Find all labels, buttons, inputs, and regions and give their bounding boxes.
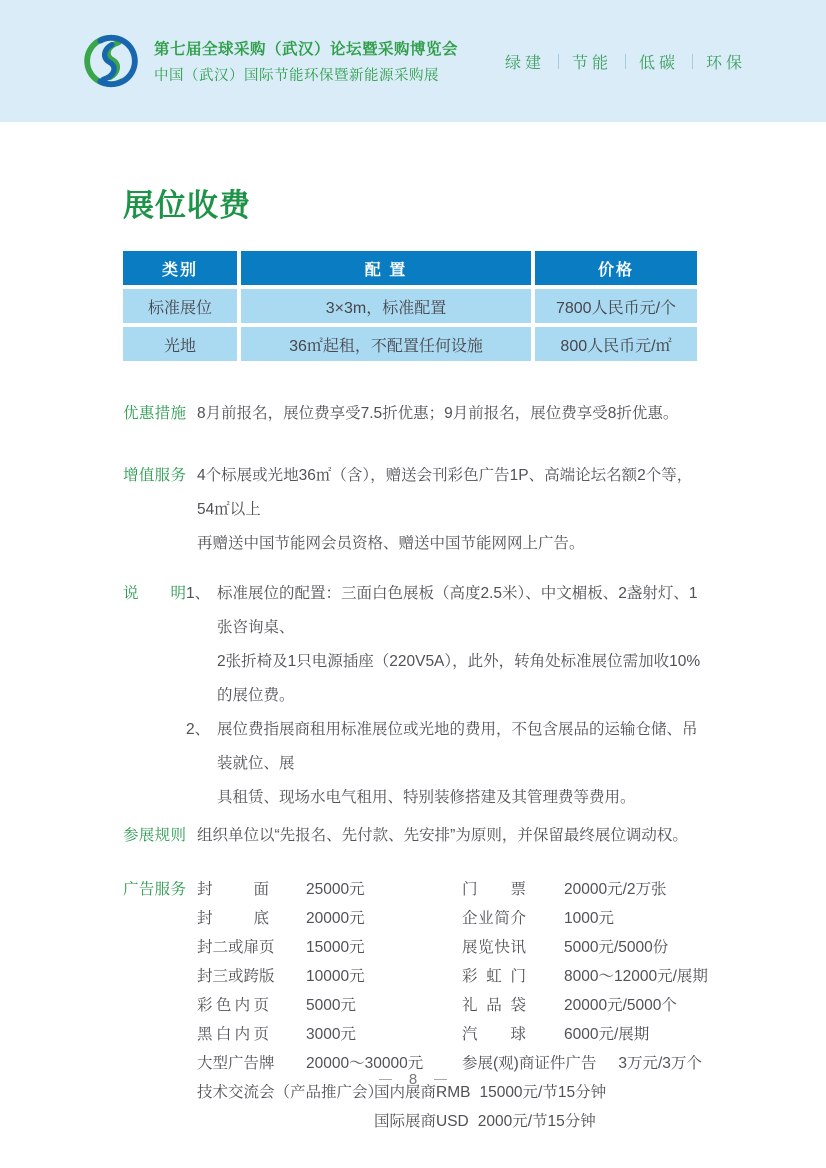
info-sections [123,397,708,1136]
text-line: 展位费指展商租用标准展位或光地的费用，不包含展品的运输仓储、吊装就位、展 [217,721,698,772]
text-line: 具租赁、现场水电气租用、特别装修搭建及其管理费等费用。 [217,789,636,806]
event-title-sub: 中国（武汉）国际节能环保暨新能源采购展 [154,68,439,84]
section-text: 8月前报名，展位费享受7.5折优惠；9月前报名，展位费享受8折优惠。 [197,405,679,422]
ad-item-price: 20000～30000元 [306,1055,424,1072]
main-content [0,180,826,1136]
note-text [217,713,703,815]
note-item [186,713,703,815]
section-label: 广告服务 [123,881,186,898]
ad-item-price: 25000元 [306,881,365,898]
cell-category: 光地 [123,327,237,361]
footer-dash [379,1079,392,1081]
note-text [217,577,703,713]
cell-price: 7800人民币元/个 [535,289,697,323]
cell-category: 标准展位 [123,289,237,323]
page-title: 展位收费 [123,188,251,223]
ad-item-price: 3000元 [306,1026,356,1043]
section-text [197,459,703,561]
page-footer [0,1071,826,1088]
section-label: 优惠措施 [123,405,186,422]
keyword-eco: 环保 [705,54,746,72]
col-header-category: 类别 [123,251,237,285]
text-line: 2张折椅及1只电源插座（220V5A），此外，转角处标准展位需加收10%的展位费。 [217,653,701,704]
ad-item-price: 20000元 [306,910,365,927]
ad-item-price: 8000～12000元/展期 [564,968,708,985]
col-header-price: 价格 [535,251,697,285]
section-label: 增值服务 [123,467,186,484]
ad-item-name: 企业简介 [462,910,526,927]
section-label: 说明 [123,585,186,602]
ad-item-price: 15000元 [306,939,365,956]
ad-row-seminar [197,1107,708,1136]
ad-item-price: 15000元/节15分钟 [479,1084,607,1101]
keyword-divider [558,54,559,69]
ad-item-name: 展览快讯 [462,939,526,956]
ad-item-name: 封二或扉页 [197,939,275,956]
ad-item-price: 5000元/5000份 [564,939,669,956]
notes-list [186,577,703,815]
ad-item-name: 汽球 [462,1026,526,1043]
cell-configuration: 36㎡起租，不配置任何设施 [241,327,531,361]
cell-configuration: 3×3m，标准配置 [241,289,531,323]
booth-fee-table [123,251,703,361]
ad-item-name: 封面 [197,881,269,898]
ad-item-name: 大型广告牌 [197,1055,275,1072]
section-text: 组织单位以“先报名、先付款、先安排”为原则，并保留最终展位调动权。 [197,827,688,844]
keyword-green-building: 绿建 [504,54,545,72]
section-ads [123,875,708,1136]
ad-item-price: 20000元/2万张 [564,881,667,898]
page-header [0,0,826,122]
keyword-low-carbon: 低碳 [638,54,679,72]
ad-item-price: 20000元/5000个 [564,997,677,1014]
footer-dash [434,1079,447,1081]
ad-item-name: 门票 [462,881,526,898]
ad-row [197,962,708,991]
ad-sub-label: 国际展商USD [374,1113,469,1130]
ad-row [197,991,708,1020]
event-titles [154,37,458,85]
note-item [186,577,703,713]
ad-item-name: 礼品袋 [462,997,526,1014]
ad-sub-label: 国内展商RMB [374,1084,471,1101]
ad-row [197,875,708,904]
text-line: 4个标展或光地36㎡（含），赠送会刊彩色广告1P、高端论坛名额2个等，54㎡以上 [197,467,693,518]
note-number: 2、 [186,721,211,738]
ad-item-name: 封底 [197,910,269,927]
ad-item-name: 黑白内页 [197,1026,269,1043]
event-title-main: 第七届全球采购（武汉）论坛暨采购博览会 [154,41,459,58]
text-line: 标准展位的配置：三面白色展板（高度2.5米）、中文楣板、2盏射灯、1张咨询桌、 [217,585,698,636]
keyword-divider [625,54,626,69]
ads-price-list [197,875,708,1136]
ad-item-name: 彩虹门 [462,968,526,985]
ad-item-price: 1000元 [564,910,614,927]
ad-row [197,933,708,962]
ad-item-price: 5000元 [306,997,356,1014]
section-notes [123,577,703,815]
header-keywords [505,50,746,73]
section-discount [123,397,703,431]
section-rules [123,819,703,853]
ad-item-name: 参展(观)商证件广告 [462,1055,597,1072]
ad-item-name: 技术交流会（产品推广会） [197,1084,384,1101]
text-line: 再赠送中国节能网会员资格、赠送中国节能网网上广告。 [197,535,585,552]
ad-item-price: 2000元/节15分钟 [477,1113,596,1130]
ad-item-price: 6000元/展期 [564,1026,650,1043]
cell-price: 800人民币元/㎡ [535,327,697,361]
ad-item-price: 3万元/3万个 [618,1055,702,1072]
note-number: 1、 [186,585,211,602]
ad-row [197,904,708,933]
ad-item-name: 封三或跨版 [197,968,275,985]
ad-item-name: 彩色内页 [197,997,269,1014]
section-label: 参展规则 [123,827,186,844]
page-number: 8 [408,1071,418,1088]
col-header-configuration: 配 置 [241,251,531,285]
ad-row [197,1020,708,1049]
keyword-energy-saving: 节能 [571,54,612,72]
expo-logo-icon [80,32,142,90]
keyword-divider [692,54,693,69]
ad-item-price: 10000元 [306,968,365,985]
section-value-added [123,459,703,561]
